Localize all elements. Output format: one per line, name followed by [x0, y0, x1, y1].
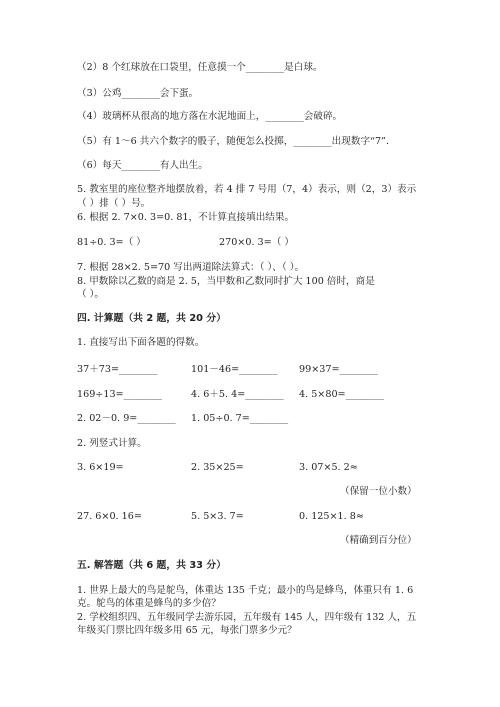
direct-calc-item: 99×37=________ — [299, 364, 378, 375]
fill-item-birth: （6）每天________有人出生。 — [77, 160, 208, 171]
vertical-calc-item: 27. 6×0. 16= — [77, 511, 142, 522]
question-6: 6. 根据 2. 7×0. 3=0. 81，不计算直接填出结果。 — [77, 212, 295, 223]
fill-item-dice: （5）有 1～6 共六个数字的骰子，随便怎么投掷，________出现数字“7”． — [77, 136, 396, 147]
fill-item-rooster: （3）公鸡________会下蛋。 — [77, 88, 199, 99]
question-8-line1: 8. 甲数除以乙数的商是 2. 5，当甲数和乙数同时扩大 100 倍时，商是 — [77, 276, 375, 287]
fill-item-red-balls: （2）8 个红球放在口袋里，任意摸一个________是白球。 — [77, 62, 323, 73]
fill-item-glass: （4）玻璃杯从很高的地方落在水泥地面上，________会破碎。 — [77, 111, 343, 122]
section-5-question-2-line1: 2. 学校组织四、五年级同学去游乐园，五年级有 145 人，四年级有 132 人，五 — [77, 612, 417, 623]
vertical-calc-item: 0. 125×1. 8≈ — [299, 511, 364, 522]
section-5-heading: 五. 解答题（共 6 题，共 33 分） — [77, 560, 226, 571]
vertical-calc-item: 3. 6×19= — [77, 462, 124, 473]
section-5-question-1-line1: 1. 世界上最大的鸟是鸵鸟，体重达 135 千克；最小的鸟是蜂鸟，体重只有 1. 6 — [77, 585, 414, 596]
vertical-calc-item: 2. 35×25= — [191, 462, 244, 473]
question-5-line1: 5. 教室里的座位整齐地摆放着，若 4 排 7 号用（7，4）表示，则（2，3）表示 — [77, 184, 417, 195]
question-5-line2: （ ）排（ ）号。 — [77, 198, 151, 209]
direct-calc-item: 101－46=________ — [191, 364, 278, 375]
section-4-question-1: 1. 直接写出下面各题的得数。 — [77, 337, 205, 348]
direct-calc-item: 2. 02－0. 9=________ — [77, 413, 176, 424]
question-6-part-a: 81÷0. 3=（ ） — [77, 237, 146, 248]
question-7: 7. 根据 28×2. 5=70 写出两道除法算式：（ ）、（ ）。 — [77, 262, 305, 273]
rounding-note-one-decimal: （保留一位小数） — [340, 486, 417, 497]
section-4-heading: 四. 计算题（共 2 题，共 20 分） — [77, 313, 226, 324]
direct-calc-item: 1. 05÷0. 7=________ — [191, 413, 289, 424]
direct-calc-item: 4. 6＋5. 4=________ — [191, 389, 284, 400]
direct-calc-item: 169÷13=________ — [77, 389, 162, 400]
vertical-calc-item: 5. 5×3. 7= — [191, 511, 244, 522]
section-5-question-2-line2: 年级买门票比四年级多用 65 元，每张门票多少元？ — [77, 625, 297, 636]
section-4-question-2: 2. 列竖式计算。 — [77, 438, 147, 449]
question-6-part-b: 270×0. 3=（ ） — [219, 237, 294, 248]
section-5-question-1-line2: 克。鸵鸟的体重是蜂鸟的多少倍？ — [77, 598, 221, 609]
direct-calc-item: 37＋73=________ — [77, 364, 158, 375]
rounding-note-hundredth: （精确到百分位） — [340, 535, 417, 546]
question-8-line2: （ ）。 — [77, 289, 105, 300]
vertical-calc-item: 3. 07×5. 2≈ — [299, 462, 358, 473]
direct-calc-item: 4. 5×80=________ — [299, 389, 384, 400]
